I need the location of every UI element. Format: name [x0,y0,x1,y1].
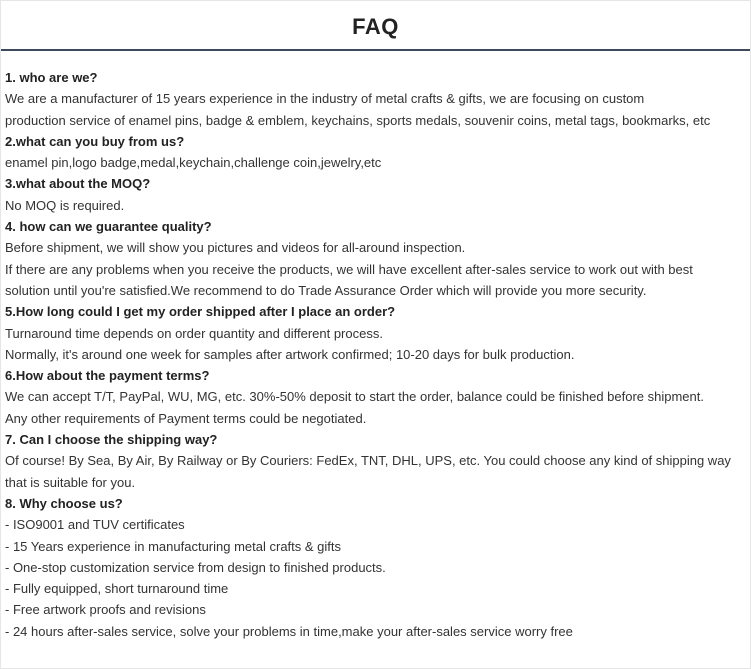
faq-question: 2.what can you buy from us? [5,133,185,149]
faq-answer-line: - ISO9001 and TUV certificates [5,517,185,533]
faq-answer-line: production service of enamel pins, badge & emblem, keychains, sports medals, souvenir coins, metal tags, bookmarks, etc [5,112,711,128]
faq-answer-line: - One-stop customization service from design to finished products. [5,559,386,575]
faq-answer-line: - 15 Years experience in manufacturing metal crafts & gifts [5,538,342,554]
faq-answer-line: solution until you're satisfied.We recommend to do Trade Assurance Order which will provide you more security. [5,282,647,298]
faq-answer-line: - Free artwork proofs and revisions [5,602,206,618]
faq-item-why-choose-us [5,493,750,642]
faq-answer-line: enamel pin,logo badge,medal,keychain,challenge coin,jewelry,etc [5,155,382,171]
faq-answer-line: Turnaround time depends on order quantity and different process. [5,325,383,341]
page-title: FAQ [352,14,399,39]
faq-header [1,1,750,51]
faq-item-who-are-we [5,67,750,131]
faq-answer-line: No MOQ is required. [5,197,125,213]
faq-question: 7. Can I choose the shipping way? [5,432,218,448]
faq-answer-line: Of course! By Sea, By Air, By Railway or By Couriers: FedEx, TNT, DHL, UPS, etc. You could choose any kind of shipping way [5,453,731,469]
faq-item-shipping-time [5,301,750,365]
faq-item-payment-terms [5,365,750,429]
faq-item-moq [5,173,750,216]
faq-question: 1. who are we? [5,70,98,85]
faq-question: 6.How about the payment terms? [5,368,210,384]
faq-question: 3.what about the MOQ? [5,176,151,192]
faq-item-shipping-way [5,429,750,493]
faq-answer-line: Any other requirements of Payment terms could be negotiated. [5,410,367,426]
faq-answer-line: Before shipment, we will show you pictures and videos for all-around inspection. [5,240,466,256]
faq-item-what-can-you-buy [5,131,750,174]
faq-answer-line: If there are any problems when you receive the products, we will have excellent after-sales service to work out with best [5,261,693,277]
faq-list [1,51,750,642]
faq-answer-line: We can accept T/T, PayPal, WU, MG, etc. 30%-50% deposit to start the order, balance could be finished before shipment. [5,389,704,405]
faq-question: 5.How long could I get my order shipped after I place an order? [5,304,396,320]
faq-answer-line: - 24 hours after-sales service, solve your problems in time,make your after-sales service worry free [5,623,573,639]
faq-answer-line: - Fully equipped, short turnaround time [5,581,229,597]
faq-answer-line: that is suitable for you. [5,474,136,490]
faq-question: 8. Why choose us? [5,495,123,511]
faq-question: 4. how can we guarantee quality? [5,219,212,235]
faq-item-quality [5,216,750,301]
faq-answer-line: We are a manufacturer of 15 years experience in the industry of metal crafts & gifts, we are focusing on custom [5,91,645,107]
faq-answer-line: Normally, it's around one week for samples after artwork confirmed; 10-20 days for bulk production. [5,346,575,362]
